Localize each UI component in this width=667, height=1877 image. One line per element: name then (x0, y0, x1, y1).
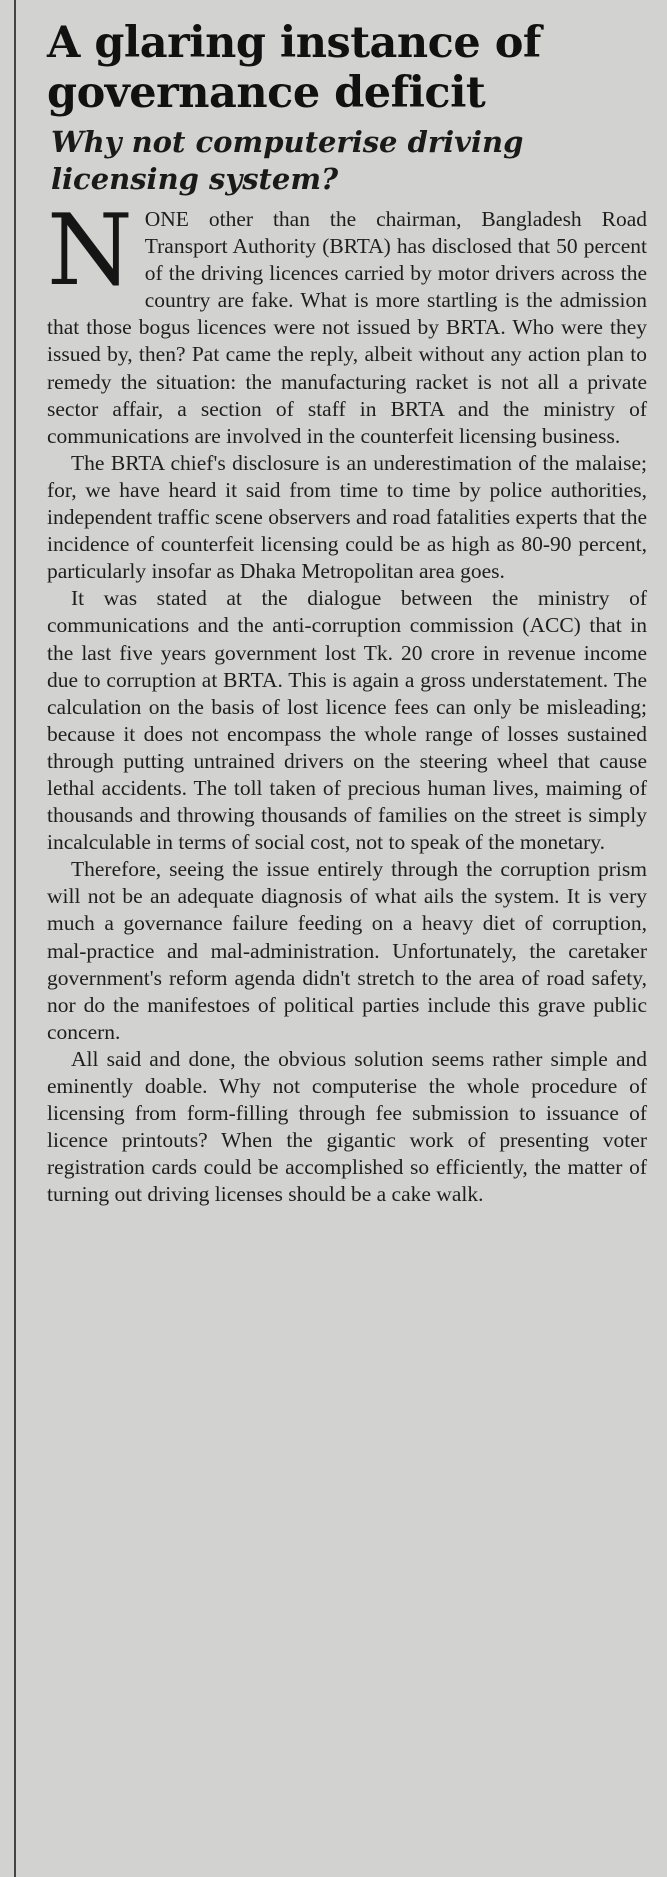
paragraph-3: It was stated at the dialogue between the ministry of communications and the anti-corruption commission (ACC) that in the last five years government lost Tk. 20 crore in revenue income due to corruption at BRTA. This is again a gross understatement. The calculation on the basis of lost licence fees can only be misleading; because it does not encompass the whole range of losses sustained through putting untrained drivers on the steering wheel that cause lethal accidents. The toll taken of precious human lives, maiming of thousands and throwing thousands of families on the street is simply incalculable in terms of social cost, not to speak of the monetary. (47, 586, 647, 855)
article (47, 18, 647, 1208)
column-rule (14, 0, 16, 1877)
article-body (47, 194, 647, 1208)
paragraph-4: Therefore, seeing the issue entirely through the corruption prism will not be an adequate diagnosis of what ails the system. It is very much a governance failure feeding on a heavy diet of corruption, mal-practice and mal-administration. Unfortunately, the caretaker government's reform agenda didn't stretch to the area of road safety, nor do the manifestoes of political parties include this grave public concern. (47, 857, 647, 1044)
paragraph-5: All said and done, the obvious solution seems rather simple and eminently doable. Why not computerise the whole procedure of licensing from form-filling through fee submission to issuance of licence printouts? When the gigantic work of presenting voter registration cards could be accomplished so efficiently, the matter of turning out driving licenses should be a cake walk. (47, 1046, 647, 1207)
paragraph-1 (47, 194, 647, 450)
paragraph-1-text: ONE other than the chairman, Bangladesh Road Transport Authority (BRTA) has disclosed that 50 percent of the driving licences carried by motor drivers across the country are fake. What is more startling is the admission that those bogus licences were not issued by BRTA. Who were they issued by, then? Pat came the reply, albeit without any action plan to remedy the situation: the manufacturing racket is not all a private sector affair, a section of staff in BRTA and the ministry of communications are involved in the counterfeit licensing business. (47, 207, 647, 448)
drop-cap: N (47, 194, 133, 308)
subhead: Why not computerise driving licensing system? (51, 125, 524, 196)
paragraph-2: The BRTA chief's disclosure is an underestimation of the malaise; for, we have heard it said from time to time by police authorities, independent traffic scene observers and road fatalities experts that the incidence of counterfeit licensing could be as high as 80-90 percent, particularly insofar as Dhaka Metropolitan area goes. (47, 450, 647, 584)
headline: A glaring instance of governance deficit (47, 18, 541, 118)
